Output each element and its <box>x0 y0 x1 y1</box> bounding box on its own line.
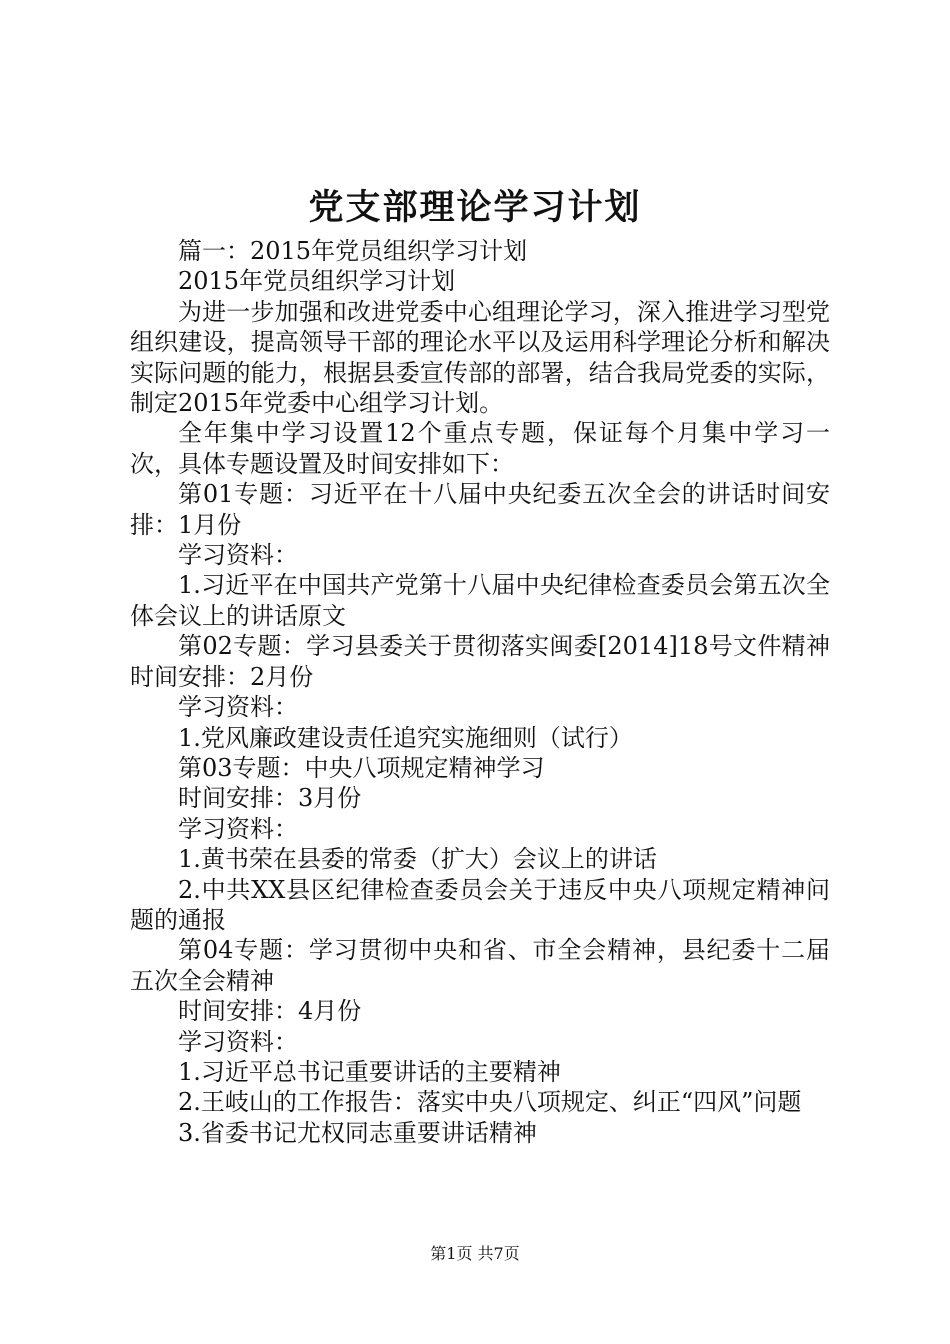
paragraph: 第03专题：中央八项规定精神学习 <box>178 753 545 782</box>
paragraph: 为进一步加强和改进党委中心组理论学习，深入推进学习型党组织建设，提高领导干部的理论水平以及运用科学理论分析和解决实际问题的能力，根据县委宣传部的部署，结合我局党委的实际，制定2015年党委中心组学习计划。 <box>130 297 830 418</box>
paragraph: 2.中共XX县区纪律检查委员会关于违反中央八项规定精神问题的通报 <box>130 875 830 934</box>
paragraph: 1.黄书荣在县委的常委（扩大）会议上的讲话 <box>178 845 657 874</box>
paragraph: 学习资料： <box>178 541 298 570</box>
page-number: 第1页 <box>430 1244 473 1263</box>
paragraph: 全年集中学习设置12个重点专题，保证每个月集中学习一次，具体专题设置及时间安排如下： <box>130 419 830 478</box>
paragraph: 第01专题：习近平在十八届中央纪委五次全会的讲话时间安排：1月份 <box>130 480 830 539</box>
document-title: 党支部理论学习计划 <box>308 187 642 228</box>
paragraph: 学习资料： <box>178 814 298 843</box>
paragraph: 第02专题：学习县委关于贯彻落实闽委[2014]18号文件精神时间安排：2月份 <box>130 632 830 691</box>
paragraph: 时间安排：3月份 <box>178 784 362 813</box>
paragraph: 篇一：2015年党员组织学习计划 <box>178 237 528 265</box>
paragraph: 3.省委书记尤权同志重要讲话精神 <box>178 1118 537 1147</box>
page-footer <box>0 1243 950 1265</box>
paragraph: 1.习近平总书记重要讲话的主要精神 <box>178 1057 561 1086</box>
document-body <box>130 236 830 1148</box>
paragraph: 2015年党员组织学习计划 <box>178 267 456 296</box>
paragraph: 1.习近平在中国共产党第十八届中央纪律检查委员会第五次全体会议上的讲话原文 <box>130 571 830 630</box>
paragraph: 学习资料： <box>178 693 298 722</box>
paragraph: 时间安排：4月份 <box>178 997 362 1026</box>
paragraph: 第04专题：学习贯彻中央和省、市全会精神，县纪委十二届五次全会精神 <box>130 936 830 995</box>
paragraph: 学习资料： <box>178 1027 298 1056</box>
paragraph: 2.王岐山的工作报告：落实中央八项规定、纠正“四风”问题 <box>178 1088 802 1117</box>
page-total: 共7页 <box>477 1244 520 1263</box>
paragraph: 1.党风廉政建设责任追究实施细则（试行） <box>178 723 633 752</box>
